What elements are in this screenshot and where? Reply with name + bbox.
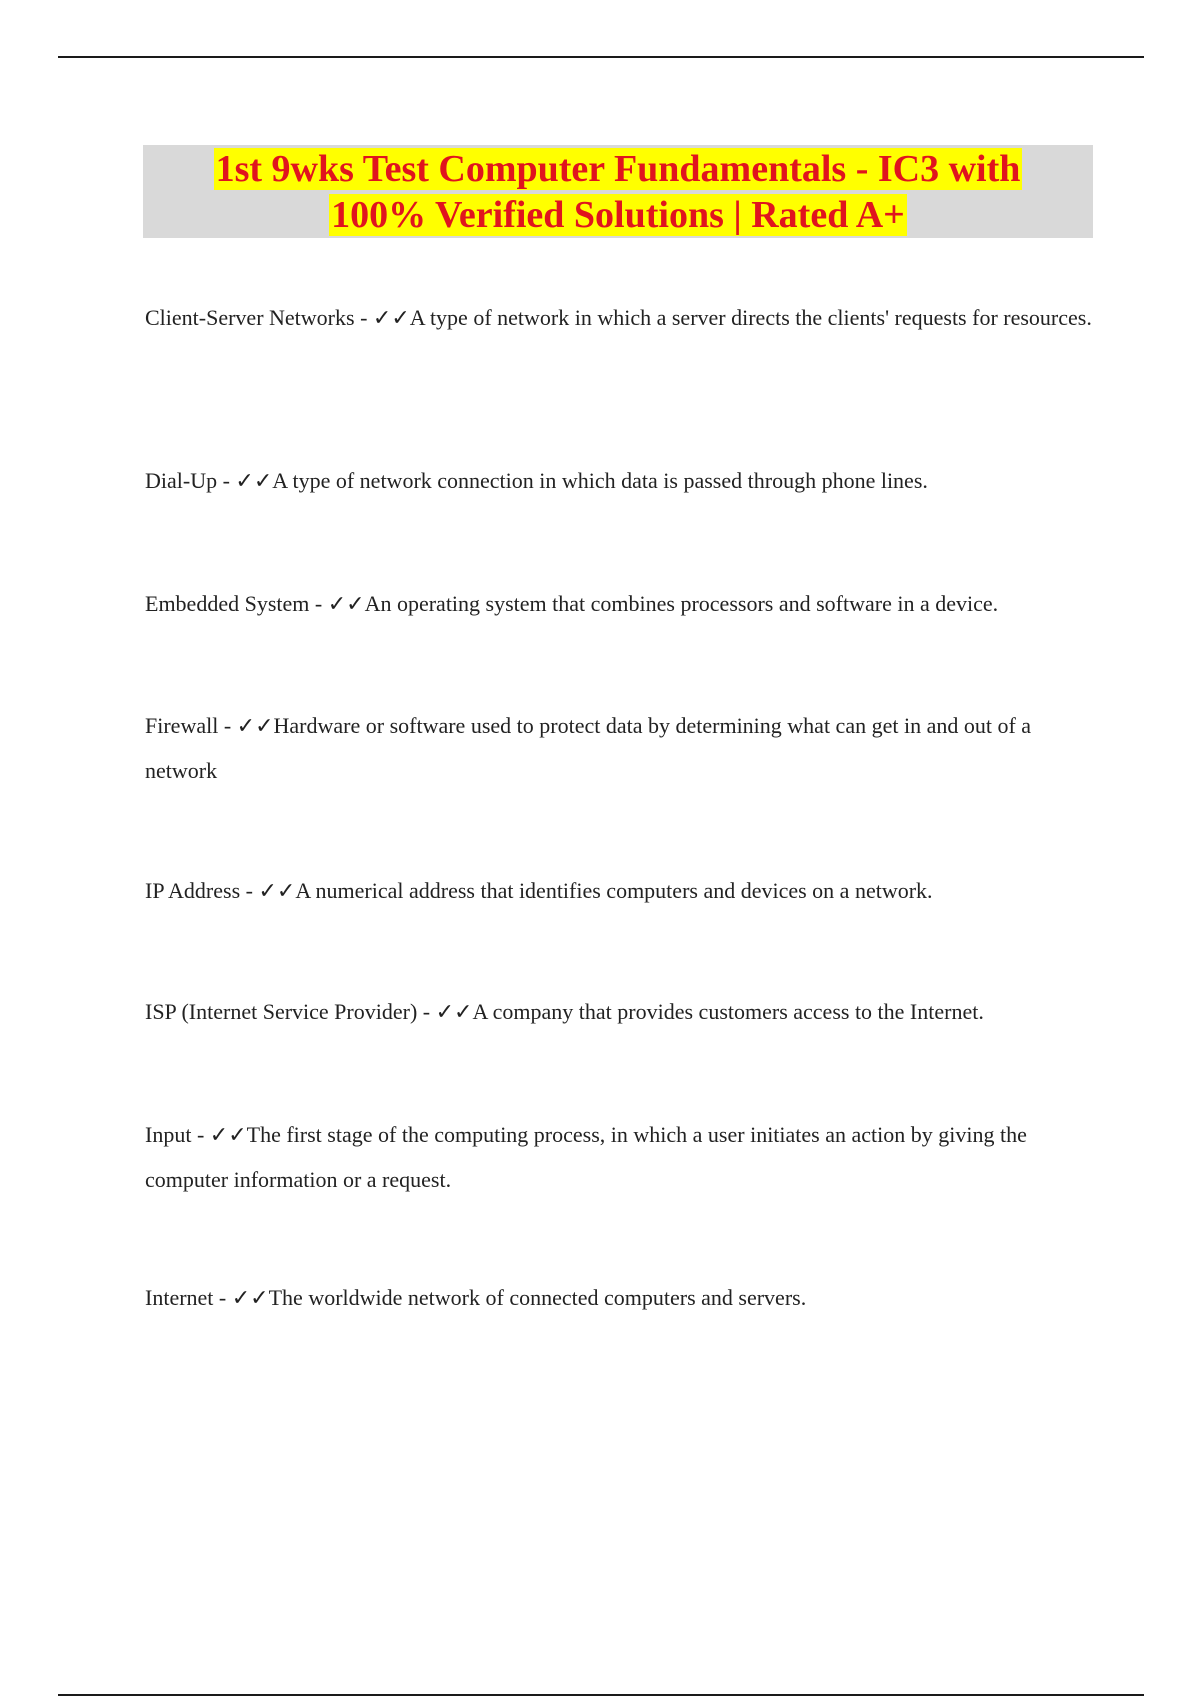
check-mark-icon: ✓✓	[258, 879, 296, 904]
entry-separator: -	[417, 999, 436, 1024]
entry-separator: -	[309, 591, 328, 616]
document-title	[214, 146, 1023, 238]
entry-definition: A company that provides customers access to the Internet.	[472, 999, 984, 1024]
entry-term: ISP (Internet Service Provider)	[145, 999, 418, 1024]
entry-separator: -	[354, 305, 373, 330]
entry-separator: -	[213, 1285, 232, 1310]
check-mark-icon: ✓✓	[231, 1286, 269, 1311]
entry-definition: An operating system that combines processors and software in a device.	[364, 591, 999, 616]
entry-term: Client-Server Networks	[145, 305, 355, 330]
entry-ip-address	[145, 869, 933, 914]
entry-definition: A type of network in which a server directs the clients' requests for resources.	[409, 305, 1092, 330]
entry-term: Input	[145, 1122, 192, 1147]
entry-separator: -	[191, 1122, 210, 1147]
entry-definition: A type of network connection in which data is passed through phone lines.	[272, 468, 928, 493]
entry-definition: The first stage of the computing process, in which a user initiates an action by giving the computer information or a request.	[145, 1122, 1027, 1192]
entry-internet	[145, 1276, 806, 1321]
entry-separator: -	[240, 878, 259, 903]
footer-rule	[58, 1694, 1144, 1696]
entry-embedded-system	[145, 582, 998, 627]
title-line-2: 100% Verified Solutions | Rated A+	[331, 193, 905, 236]
check-mark-icon: ✓✓	[327, 592, 365, 617]
entry-term: Dial-Up	[145, 468, 218, 493]
entry-definition: The worldwide network of connected computers and servers.	[268, 1285, 807, 1310]
check-mark-icon: ✓✓	[435, 1000, 473, 1025]
entry-definition: A numerical address that identifies computers and devices on a network.	[295, 878, 933, 903]
entry-term: Firewall	[145, 713, 219, 738]
entry-term: Embedded System	[145, 591, 310, 616]
check-mark-icon: ✓✓	[372, 306, 410, 331]
check-mark-icon: ✓✓	[209, 1123, 247, 1148]
entry-dial-up	[145, 459, 928, 504]
entry-firewall	[145, 704, 1095, 793]
entry-isp	[145, 990, 984, 1035]
entry-term: Internet	[145, 1285, 214, 1310]
check-mark-icon: ✓✓	[236, 714, 274, 739]
entry-separator: -	[217, 468, 236, 493]
title-box	[143, 145, 1093, 238]
entry-definition: Hardware or software used to protect data by determining what can get in and out of a network	[145, 713, 1032, 783]
header-rule	[58, 56, 1144, 58]
entry-input	[145, 1113, 1095, 1202]
entry-separator: -	[218, 713, 237, 738]
entry-client-server	[145, 296, 1092, 341]
check-mark-icon: ✓✓	[235, 469, 273, 494]
entry-term: IP Address	[145, 878, 241, 903]
title-line-1: 1st 9wks Test Computer Fundamentals - IC3 with	[215, 147, 1021, 190]
